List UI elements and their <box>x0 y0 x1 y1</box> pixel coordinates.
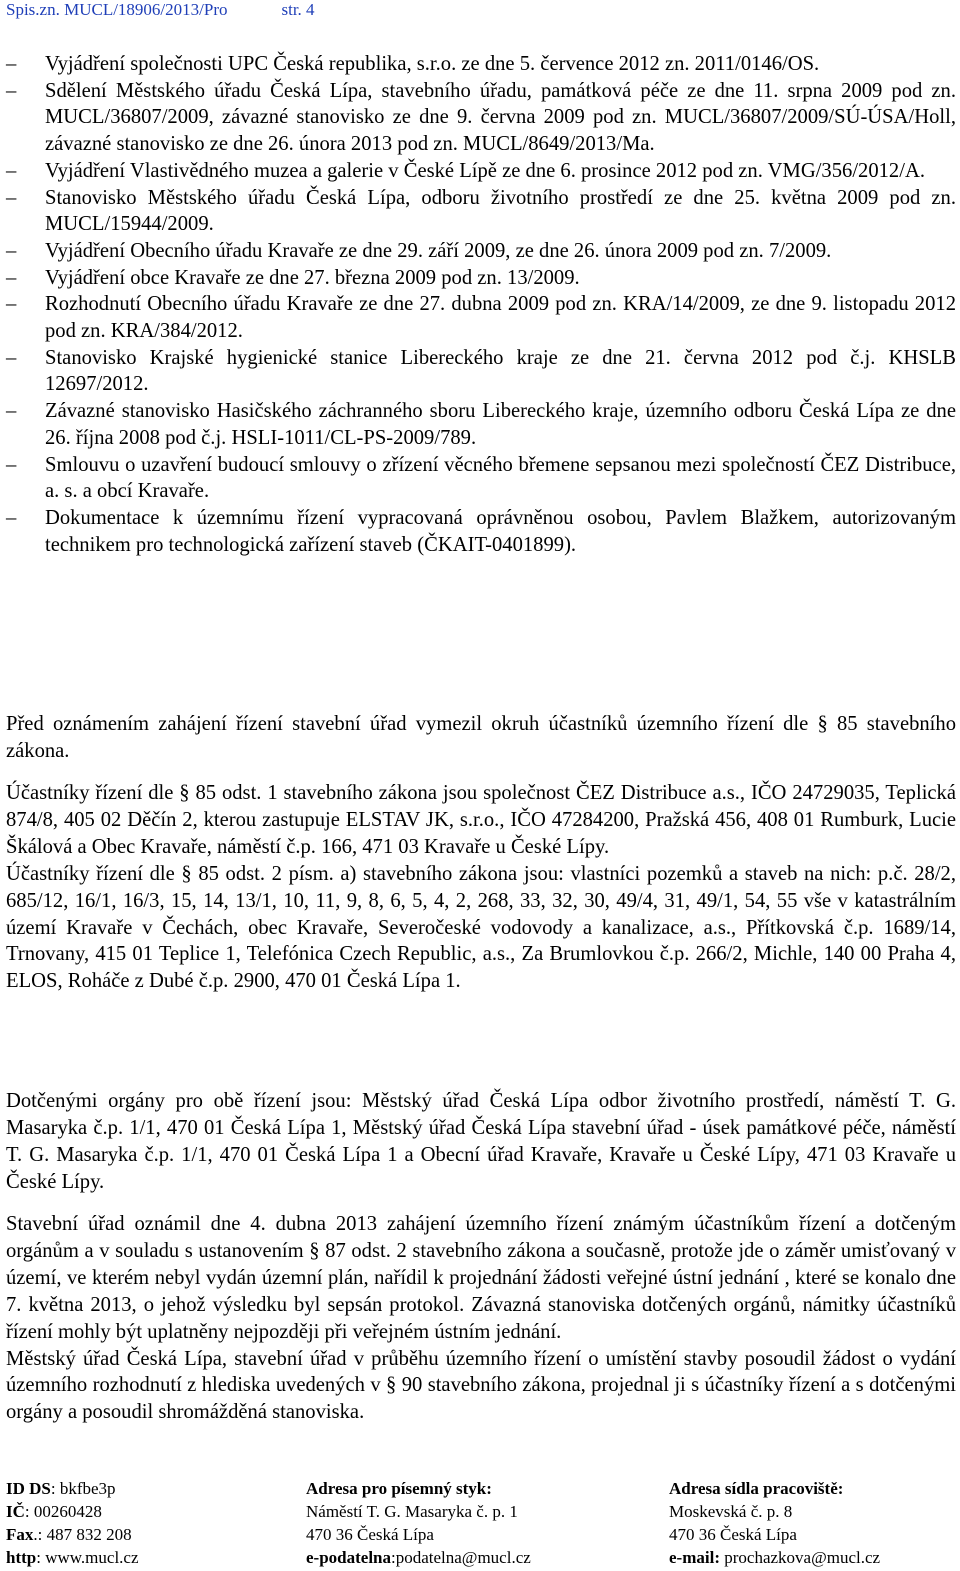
list-item: – Závazné stanovisko Hasičského záchranného sboru Libereckého kraje, územního odboru Česká Lípa ze dne 26. října 2008 pod č.j. HSLI-1011/CL-PS-2009/789. <box>6 400 956 449</box>
list-item: – Rozhodnutí Obecního úřadu Kravaře ze dne 27. dubna 2009 pod zn. KRA/14/2009, ze dne 9. listopadu 2012 pod zn. KRA/384/2012. <box>6 293 956 343</box>
dash-marker: – <box>6 79 17 102</box>
dash-marker: – <box>6 53 17 75</box>
list-item: – Sdělení Městského úřadu Česká Lípa, stavebního úřadu, památková péče ze dne 11. srpna 2009 pod zn. MUCL/36807/2009, závazné stanovisko ze dne 9. června 2009 pod zn. MUCL/36807/2009/SÚ-ÚSA/Holl, závazné stanovisko ze dne 26. února 2013 pod zn. MUCL/8649/2013/Ma. <box>6 79 956 156</box>
footer-epodatelna-link[interactable]: e-podatelna:podatelna@mucl.cz <box>306 1548 531 1567</box>
procedure-para-2: Městský úřad Česká Lípa, stavební úřad v průběhu územního řízení o umístění stavby posoudil žádost o vydání územního rozhodnutí z hlediska uvedených v § 90 stavebního zákona, projednal ji s účastníky řízení a s dotčenými orgány a posoudil shromážděná stanoviska. <box>6 1347 956 1424</box>
participants-para-2: Účastníky řízení dle § 85 odst. 2 písm. a) stavebního zákona jsou: vlastníci pozemků a staveb na nich: p.č. 28/2, 685/12, 16/1, 16/3, 15, 14, 13/1, 10, 11, 9, 8, 6, 5, 4, 2, 268, 33, 32, 30, 49/4, 31, 49/1, 54, 55 vše v katastrálním území Kravaře v Čechách, obec Kravaře, Severočeské vodovody a kanalizace, a.s., Přítkovská č.p. 1689/14, Trnovany, 415 01 Teplice 1, Telefónica Czech Republic, a.s., Za Brumlovkou č.p. 266/2, Michle, 140 00 Praha 4, ELOS, Roháče z Dubé č.p. 2900, 470 01 Česká Lípa 1. <box>6 862 956 993</box>
participants-block <box>6 780 956 995</box>
list-item: – Vyjádření Vlastivědného muzea a galerie v České Lípě ze dne 6. prosince 2012 pod zn. VMG/356/2012/A. <box>6 158 956 185</box>
footer-ico: IČ: 00260428 <box>6 1502 102 1521</box>
footer-web-link[interactable]: http: www.mucl.cz <box>6 1548 139 1567</box>
dash-marker: – <box>6 400 17 423</box>
footer-contact-ids <box>6 1477 139 1569</box>
footer-office-heading: Adresa sídla pracoviště: <box>669 1479 844 1498</box>
dash-marker: – <box>6 239 17 262</box>
list-item: – Vyjádření Obecního úřadu Kravaře ze dne 29. září 2009, ze dne 26. února 2009 pod zn. 7/2009. <box>6 238 956 265</box>
footer-postal-street: Náměstí T. G. Masaryka č. p. 1 <box>306 1502 518 1521</box>
list-item: – Stanovisko Městského úřadu Česká Lípa, odboru životního prostředí ze dne 25. května 2009 pod zn. MUCL/15944/2009. <box>6 186 956 236</box>
dash-marker: – <box>6 453 17 476</box>
list-item: – Dokumentace k územnímu řízení vypracovaná oprávněnou osobou, Pavlem Blažkem, autorizovaným technikem pro technologická zařízení staveb (ČKAIT-0401899). <box>6 506 956 556</box>
list-item: – Vyjádření společnosti UPC Česká republika, s.r.o. ze dne 5. července 2012 zn. 2011/0146/OS. <box>6 51 956 78</box>
list-item: – Smlouvu o uzavření budoucí smlouvy o zřízení věcného břemene sepsanou mezi společností ČEZ Distribuce, a. s. a obcí Kravaře. <box>6 453 956 503</box>
dash-marker: – <box>6 293 17 316</box>
footer-office-address <box>669 1477 880 1569</box>
dash-marker: – <box>6 159 17 182</box>
footer-postal-address <box>306 1477 531 1569</box>
footer-id-ds: ID DS: bkfbe3p <box>6 1479 116 1498</box>
footer-postal-heading: Adresa pro písemný styk: <box>306 1479 492 1498</box>
documents-list <box>6 51 956 558</box>
page-number: str. 4 <box>281 0 315 19</box>
participants-para-1: Účastníky řízení dle § 85 odst. 1 stavebního zákona jsou společnost ČEZ Distribuce a.s., IČO 24729035, Teplická 874/8, 405 02 Děčín 2, kterou zastupuje ELSTAV JK, s.r.o., IČO 47284200, Pražská 456, 408 01 Rumburk, Lucie Škálová a Obec Kravaře, náměstí č.p. 166, 471 03 Kravaře u České Lípy. <box>6 782 956 858</box>
dash-marker: – <box>6 346 17 369</box>
footer-postal-city: 470 36 Česká Lípa <box>306 1525 434 1544</box>
footer-fax: Fax.: 487 832 208 <box>6 1525 132 1544</box>
page-header <box>6 0 315 22</box>
list-item: – Vyjádření obce Kravaře ze dne 27. března 2009 pod zn. 13/2009. <box>6 265 956 292</box>
footer-office-city: 470 36 Česká Lípa <box>669 1525 797 1544</box>
procedure-block <box>6 1211 956 1426</box>
dash-marker: – <box>6 506 17 529</box>
participants-scope-paragraph: Před oznámením zahájení řízení stavební úřad vymezil okruh účastníků územního řízení dle § 85 stavebního zákona. <box>6 713 956 762</box>
page-footer <box>6 1477 956 1571</box>
document-reference: Spis.zn. MUCL/18906/2013/Pro <box>6 0 228 19</box>
footer-email-link[interactable]: e-mail: prochazkova@mucl.cz <box>669 1548 881 1567</box>
footer-office-street: Moskevská č. p. 8 <box>669 1502 793 1521</box>
list-item: – Stanovisko Krajské hygienické stanice Libereckého kraje ze dne 21. června 2012 pod č.j. KHSLB 12697/2012. <box>6 346 956 396</box>
dash-marker: – <box>6 186 17 209</box>
procedure-para-1: Stavební úřad oznámil dne 4. dubna 2013 zahájení územního řízení známým účastníkům řízení a dotčeným orgánům a v souladu s ustanovením § 87 odst. 2 stavebního zákona a současně, protože jde o záměr umisťovaný v území, ve kterém nebyl vydán územní plán, nařídil k projednání žádosti veřejné ústní jednání , které se konalo dne 7. května 2013, o jehož výsledku byl sepsán protokol. Závazná stanoviska dotčených orgánů, námitky účastníků řízení mohly být uplatněny nejpozději při veřejném ústním jednání. <box>6 1213 956 1343</box>
authorities-paragraph: Dotčenými orgány pro obě řízení jsou: Městský úřad Česká Lípa odbor životního prostředí, náměstí T. G. Masaryka č.p. 1/1, 470 01 Česká Lípa 1, Městský úřad Česká Lípa stavební úřad - úsek památkové péče, náměstí T. G. Masaryka č.p. 1/1, 470 01 Česká Lípa 1 a Obecní úřad Kravaře, Kravaře u České Lípy, 471 03 Kravaře u České Lípy. <box>6 1090 956 1193</box>
dash-marker: – <box>6 266 17 289</box>
